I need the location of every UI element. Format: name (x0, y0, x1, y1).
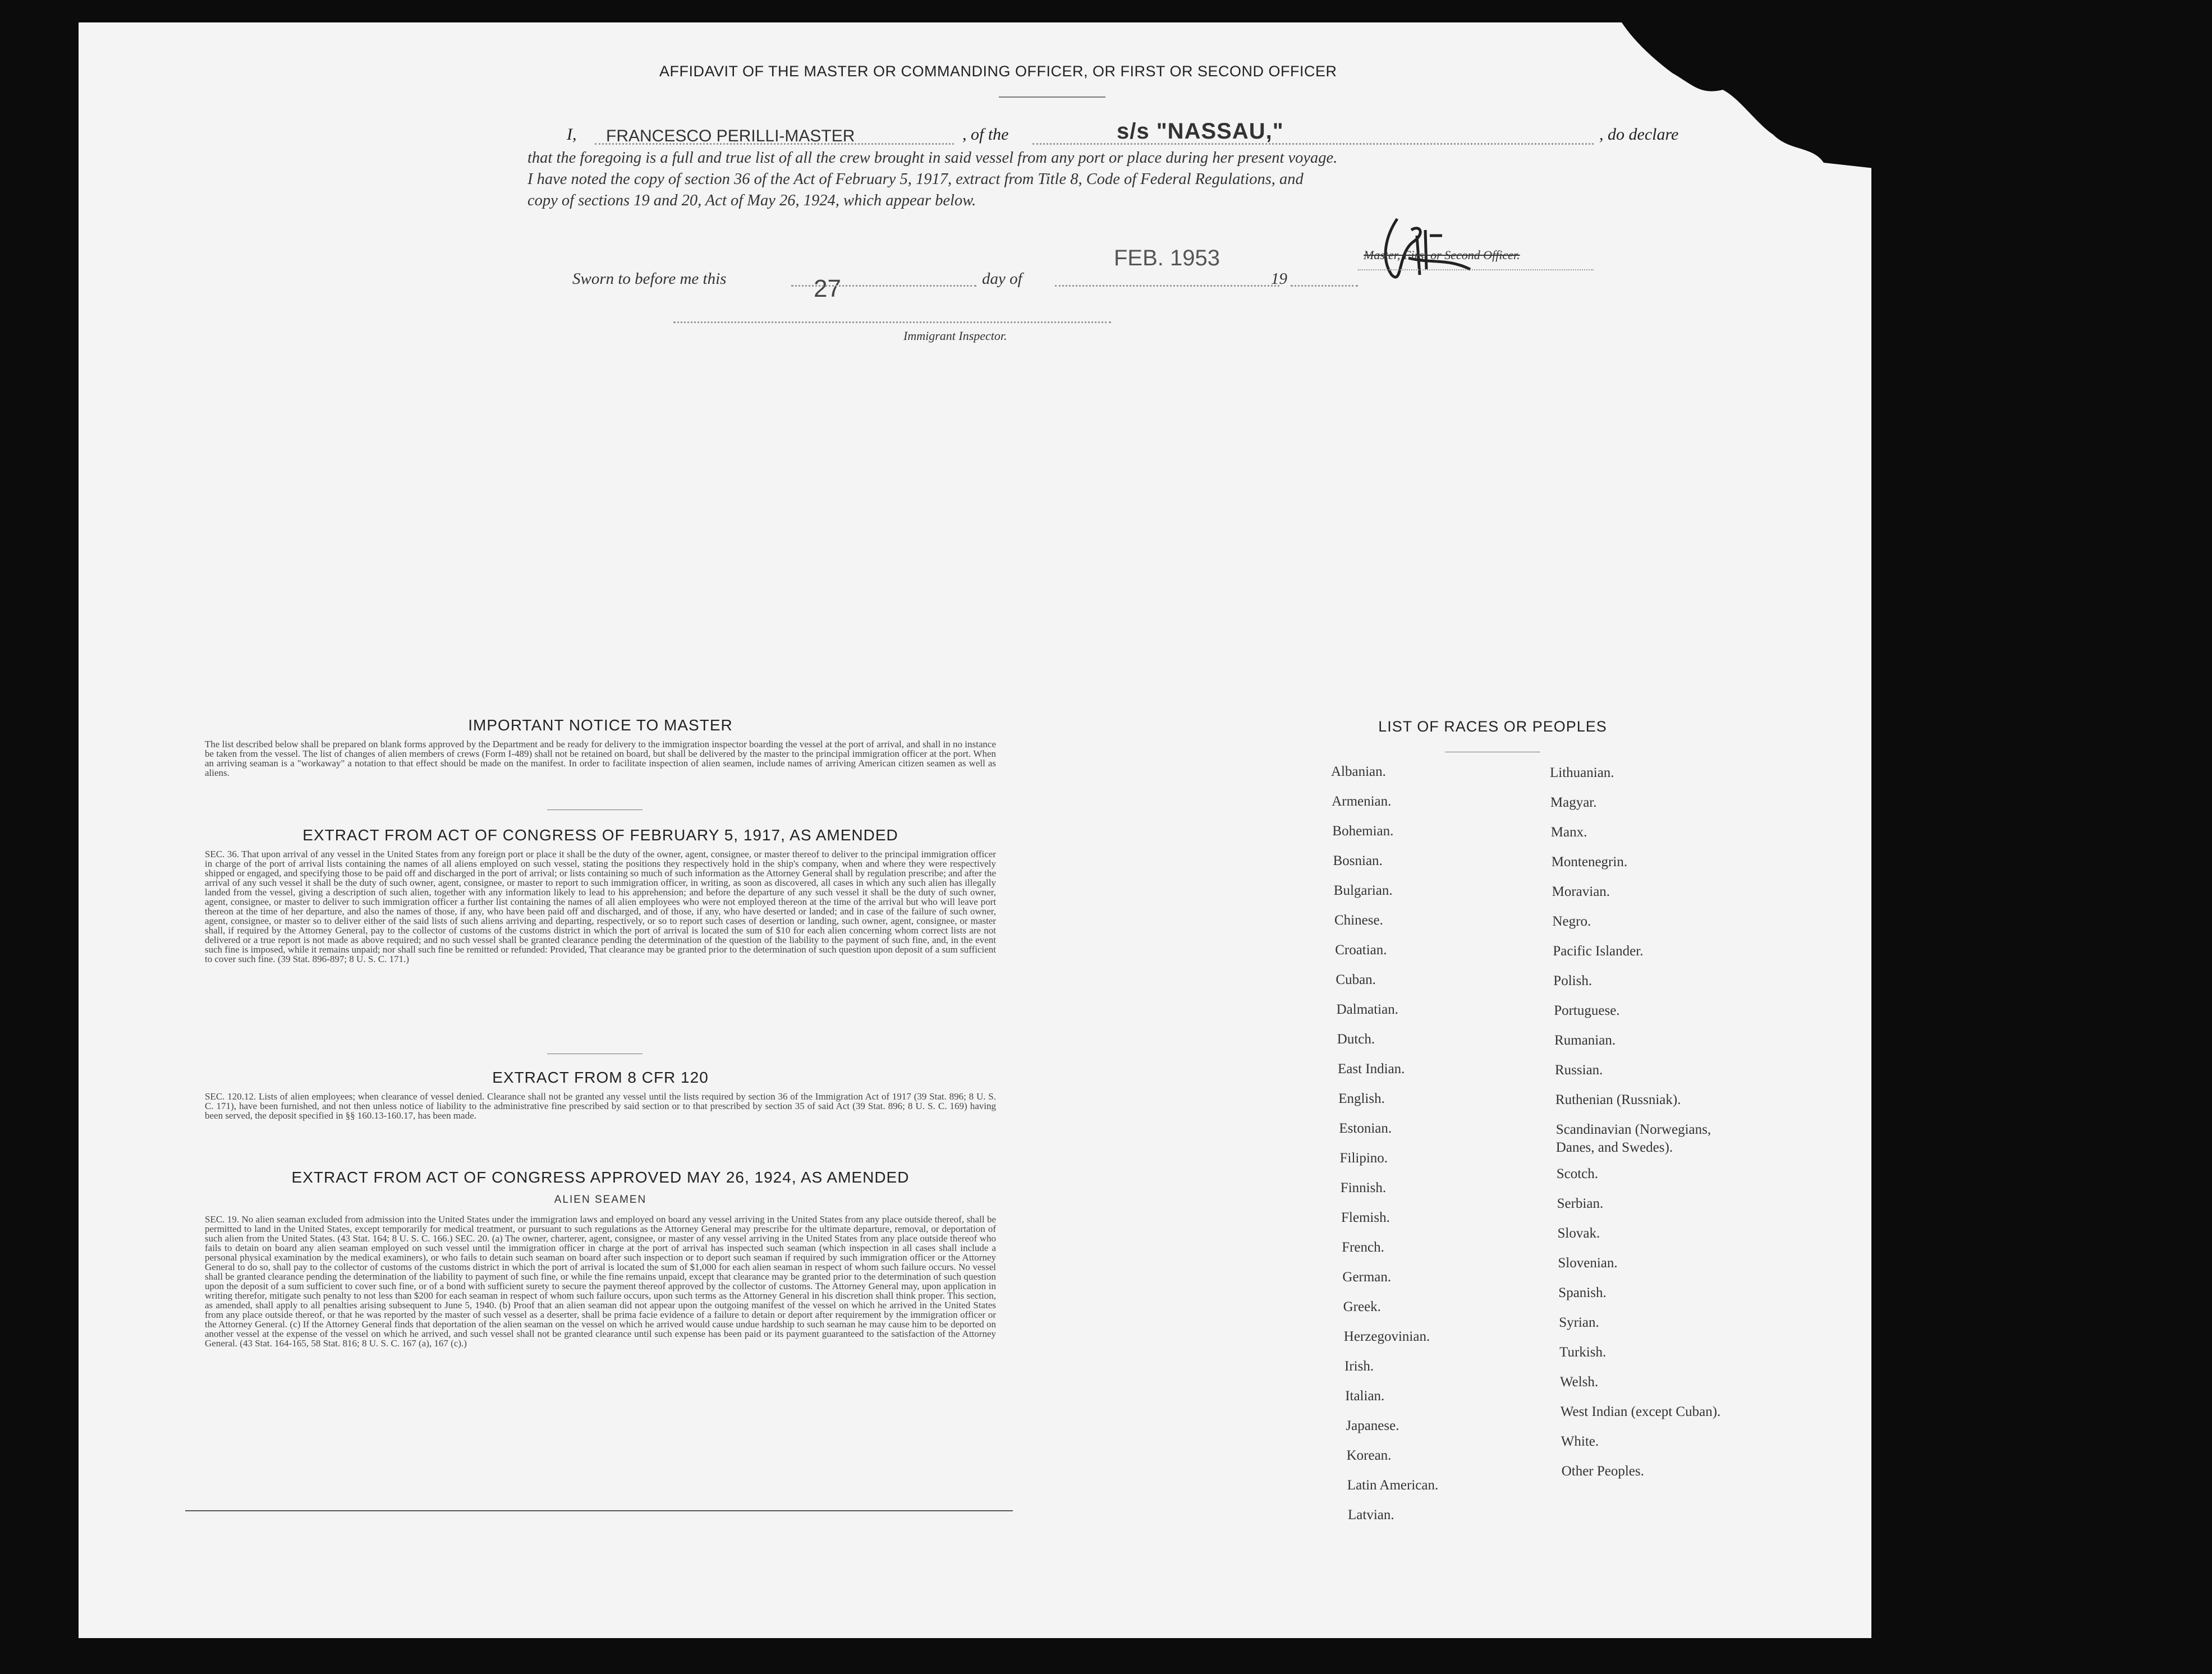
inspector-caption: Immigrant Inspector. (903, 329, 1007, 343)
notice-title: IMPORTANT NOTICE TO MASTER (468, 716, 733, 734)
race-item: Magyar. (1550, 795, 1597, 810)
signature-caption: Master, First or Second Officer. (1364, 248, 1520, 262)
race-item: Portuguese. (1554, 1003, 1620, 1018)
race-item: Moravian. (1552, 884, 1610, 899)
race-item: Manx. (1550, 825, 1587, 840)
race-item: Pacific Islander. (1553, 944, 1644, 959)
race-item: Dalmatian. (1336, 1002, 1398, 1017)
race-item: Syrian. (1559, 1315, 1599, 1330)
extract-1917-title: EXTRACT FROM ACT OF CONGRESS OF FEBRUARY 5, 1917, AS AMENDED (302, 826, 898, 844)
race-item: Estonian. (1339, 1121, 1392, 1136)
race-item: Irish. (1344, 1359, 1374, 1374)
race-item: Rumanian. (1554, 1033, 1616, 1048)
race-item: Scandinavian (Norwegians, Danes, and Swedes). (1555, 1122, 1711, 1155)
extract-1917-body: SEC. 36. That upon arrival of any vessel in the United States from any foreign port or place it shall be the duty of the owner, agent, consignee, or master thereof to deliver to the principal immigration officer in charge of the port of arrival lists containing the names of all aliens employed on such vessel, stating the positions they respectively hold in the ship's company, when and where they were respectively shipped or engaged, and specifying those to be paid off and discharged in the port of arrival; or lists containing so much of such information as the Attorney General shall by regulation prescribe; and after the arrival of any such vessel it shall be the duty of such owner, agent, consignee, or master to report to such immigration officer, in writing, as soon as discovered, all cases in which any such alien has illegally landed from the vessel, giving a description of such alien, together with any information likely to lead to his apprehension; and before the departure of any such vessel it shall be the duty of such owner, agent, consignee, or master to deliver to such immigration officer a further list containing the names of all alien employees who were not employed thereon at the time of the arrival but who will leave port thereon at the time of her departure, and also the names of those, if any, who have been paid off and discharged, and of those, if any, who have deserted or landed; and in case of the failure of such owner, agent, consignee, or master so to deliver either of the said lists of such aliens arriving and departing, respectively, or so to report such cases of desertion or landing, such owner, agent, consignee, or master shall, if required by the Attorney General, pay to the collector of customs of the customs district in which the port of arrival is located the sum of $10 for each alien concerning whom correct lists are not delivered or a true report is not made as above required; and no such vessel shall be granted clearance pending the determination of the question of the liability to the payment of such fine, and, in the event such fine is imposed, while it remains unpaid; nor shall such fine be remitted or refunded: Provided, That clearance may be granted prior to the determination of such question upon deposit of a sum sufficient to cover such fine. (39 Stat. 896-897; 8 U. S. C. 171.) (205, 849, 997, 964)
torn-corner (1588, 22, 1874, 168)
sworn-text: Sworn to before me this (572, 270, 727, 288)
year-line (1291, 285, 1358, 287)
race-item: Turkish. (1559, 1345, 1607, 1360)
race-item: Italian. (1345, 1388, 1385, 1404)
extract-1924-title: EXTRACT FROM ACT OF CONGRESS APPROVED MAY 26, 1924, AS AMENDED (291, 1169, 910, 1186)
pronoun-text: I, (567, 125, 577, 144)
master-name-line (595, 143, 954, 145)
notice-body: The list described below shall be prepared on blank forms approved by the Department and be ready for delivery to the immigration inspector boarding the vessel at the port of arrival, and shall in no instance be taken from the vessel. The list of changes of alien members of crews (Form I-489) shall not be retained on board, but shall be delivered by the master to the principal immigration officer at the port. When an arriving seaman is a "workaway" a notation to that effect should be made on the manifest. In order to facilitate inspection of alien seamen, include names of arriving American citizen seamen as well as aliens. (205, 739, 996, 778)
extract-1924-body: SEC. 19. No alien seaman excluded from admission into the United States under the immigration laws and employed on board any vessel arriving in the United States from any place outside thereof, shall be permitted to land in the United States, except temporarily for medical treatment, or pursuant to such regulations as the Attorney General may prescribe for the ultimate departure, removal, or deportation of such alien from the United States. (43 Stat. 164; 8 U. S. C. 166.) SEC. 20. (a) The owner, charterer, agent, consignee, or master of any vessel arriving in the United States from any place outside thereof who fails to detain on board any alien seaman employed on such vessel until the immigration officer in charge at the port of arrival has inspected such seaman (which inspection in all cases shall include a personal physical examination by the medical examiners), or who fails to detain such seaman on board after such inspection or to deport such seaman if required by such immigration officer or the Attorney General to do so, shall pay to the collector of customs of the customs district in which the port of arrival is located the sum of $1,000 for each alien seaman in respect of whom such failure occurs. No vessel shall be granted clearance pending the determination of the liability to payment of such fine, or while the fine remains unpaid, except that clearance may be granted prior to the determination of such question upon the deposit of a sum sufficient to cover such fine, or of a bond with sufficient surety to secure the payment thereof approved by the collector of customs. The Attorney General may, upon application in writing therefor, mitigate such penalty to not less than $200 for each seaman in respect of whom such failure occurs, upon such terms as the Attorney General in his discretion shall think proper. This section, as amended, shall apply to all penalties arising subsequent to June 5, 1940. (b) Proof that an alien seaman did not appear upon the outgoing manifest of the vessel on which he arrived in the United States from any place outside thereof, or that he was reported by the master of such vessel as a deserter, shall be prima facie evidence of a failure to detain or deport after requirement by the immigration officer or the Attorney General. (c) If the Attorney General finds that deportation of the alien seaman on the vessel on which he arrived would cause undue hardship to such seaman he may cause him to be deported on another vessel at the expense of the vessel on which he arrived, and such vessel shall not be granted clearance until such expense has been paid or its payment guaranteed to the satisfaction of the Attorney General. (43 Stat. 164-165, 58 Stat. 816; 8 U. S. C. 167 (a), 167 (c).) (205, 1214, 996, 1349)
races-title: LIST OF RACES OR PEOPLES (1378, 718, 1607, 735)
race-item: Latvian. (1348, 1507, 1394, 1523)
month-value: FEB. 1953 (1114, 246, 1220, 270)
extract-cfr-body: SEC. 120.12. Lists of alien employees; when clearance of vessel denied. Clearance shall not be granted any vessel until the lists required by section 36 of the Immigration Act of 1917 (39 Stat. 896; 8 U. S. C. 171), have been furnished, and not then unless notice of liability to the administrative fine prescribed by said section or to that prescribed by section 35 of said Act (39 Stat. 896; 8 U. S. C. 169) having been served, the deposit specified in §§ 160.13-160.17, has been made. (205, 1091, 996, 1121)
race-item: Ruthenian (Russniak). (1555, 1092, 1681, 1107)
race-item: Welsh. (1560, 1374, 1599, 1390)
race-item: Greek. (1343, 1299, 1381, 1314)
race-item: Bohemian. (1332, 824, 1394, 839)
race-item: Latin American. (1347, 1478, 1439, 1493)
month-line (1055, 285, 1279, 287)
vessel-line (1032, 143, 1594, 145)
race-item: Albanian. (1331, 764, 1386, 779)
race-item: Polish. (1553, 973, 1593, 988)
race-item: Cuban. (1336, 972, 1376, 987)
race-item: German. (1342, 1270, 1392, 1285)
race-item: Bulgarian. (1333, 883, 1393, 898)
race-item: Negro. (1552, 914, 1591, 929)
page-title: AFFIDAVIT OF THE MASTER OR COMMANDING OFFICER, OR FIRST OR SECOND OFFICER (659, 63, 1337, 80)
race-item: Herzegovinian. (1343, 1329, 1430, 1344)
race-item: Other Peoples. (1561, 1464, 1644, 1479)
document-sheet (79, 22, 1871, 1638)
race-item: West Indian (except Cuban). (1560, 1404, 1721, 1419)
footer-rule (185, 1510, 1013, 1511)
affidavit-line-3: I have noted the copy of section 36 of the Act of February 5, 1917, extract from Title 8, Code of Federal Regulations, and (527, 171, 1304, 188)
year-prefix: 19 (1271, 270, 1287, 288)
race-item: Finnish. (1340, 1180, 1387, 1195)
do-declare-text: , do declare (1599, 125, 1679, 144)
affidavit-line-2: that the foregoing is a full and true list of all the crew brought in said vessel from any port or place during her present voyage. (527, 149, 1338, 167)
race-item: Chinese. (1334, 913, 1383, 928)
extract-cfr-title: EXTRACT FROM 8 CFR 120 (492, 1069, 709, 1086)
race-item: Serbian. (1557, 1196, 1604, 1211)
signature-line (1358, 269, 1594, 270)
race-item: Lithuanian. (1550, 765, 1614, 780)
race-item: Slovenian. (1558, 1256, 1618, 1271)
title-rule (999, 96, 1105, 98)
race-item: Korean. (1346, 1448, 1392, 1463)
race-item: Bosnian. (1333, 853, 1383, 868)
master-name: FRANCESCO PERILLI-MASTER (606, 127, 855, 145)
day-value: 27 (814, 275, 841, 302)
race-item: White. (1561, 1434, 1599, 1449)
inspector-line (673, 321, 1111, 323)
race-item: Spanish. (1558, 1285, 1607, 1300)
vessel-name: s/s "NASSAU," (1117, 119, 1284, 144)
affidavit-line-4: copy of sections 19 and 20, Act of May 26, 1924, which appear below. (527, 192, 976, 209)
day-line (791, 285, 976, 287)
race-item: Croatian. (1335, 942, 1387, 958)
race-item: Slovak. (1557, 1226, 1600, 1241)
race-item: French. (1342, 1240, 1384, 1255)
race-item: Japanese. (1346, 1418, 1399, 1433)
of-the-text: , of the (962, 125, 1009, 144)
race-item: East Indian. (1338, 1061, 1405, 1077)
race-item: Filipino. (1339, 1151, 1388, 1166)
extract-1924-subtitle: ALIEN SEAMEN (554, 1194, 647, 1206)
race-item: Flemish. (1341, 1210, 1390, 1225)
day-of-text: day of (982, 270, 1022, 288)
race-item: Dutch. (1337, 1032, 1375, 1047)
race-item: Scotch. (1556, 1166, 1598, 1181)
race-item: Russian. (1555, 1063, 1603, 1078)
race-item: Armenian. (1332, 794, 1392, 809)
race-item: English. (1338, 1091, 1385, 1106)
race-item: Montenegrin. (1551, 854, 1628, 870)
